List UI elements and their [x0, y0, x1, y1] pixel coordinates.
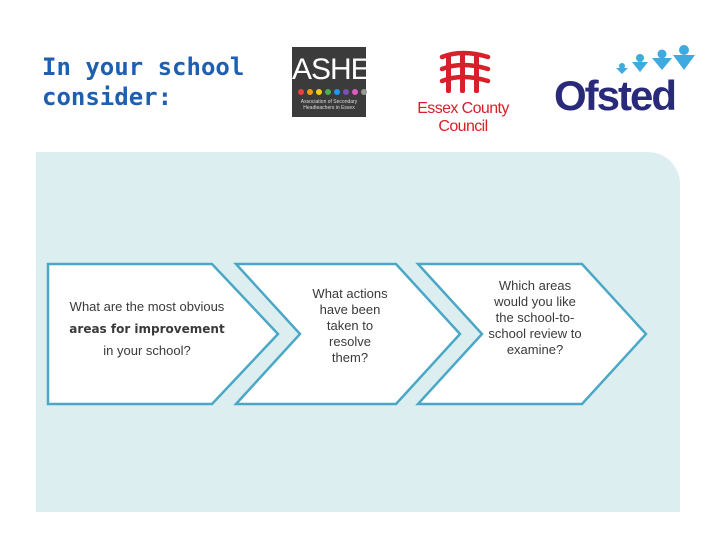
ashe-logo-caption: Association of Secondary Headteachers in Essex	[300, 99, 358, 111]
essex-logo-text: Essex County Council	[417, 100, 509, 135]
page-title: In your school consider:	[42, 53, 245, 111]
step-3-text: Which areas would you like the school-to-school review to examine?	[488, 278, 582, 357]
step-1-text	[52, 296, 242, 362]
step-1-line-1: What are the most obvious	[69, 299, 225, 314]
ashe-logo-letters: ASHE	[292, 53, 370, 86]
step-1-line-3: in your school?	[103, 343, 191, 358]
step-1-line-2: areas for improvement	[69, 322, 225, 336]
ofsted-logo-text: Ofsted	[554, 72, 676, 119]
step-2-text: What actions have been taken to resolve them?	[312, 286, 388, 365]
